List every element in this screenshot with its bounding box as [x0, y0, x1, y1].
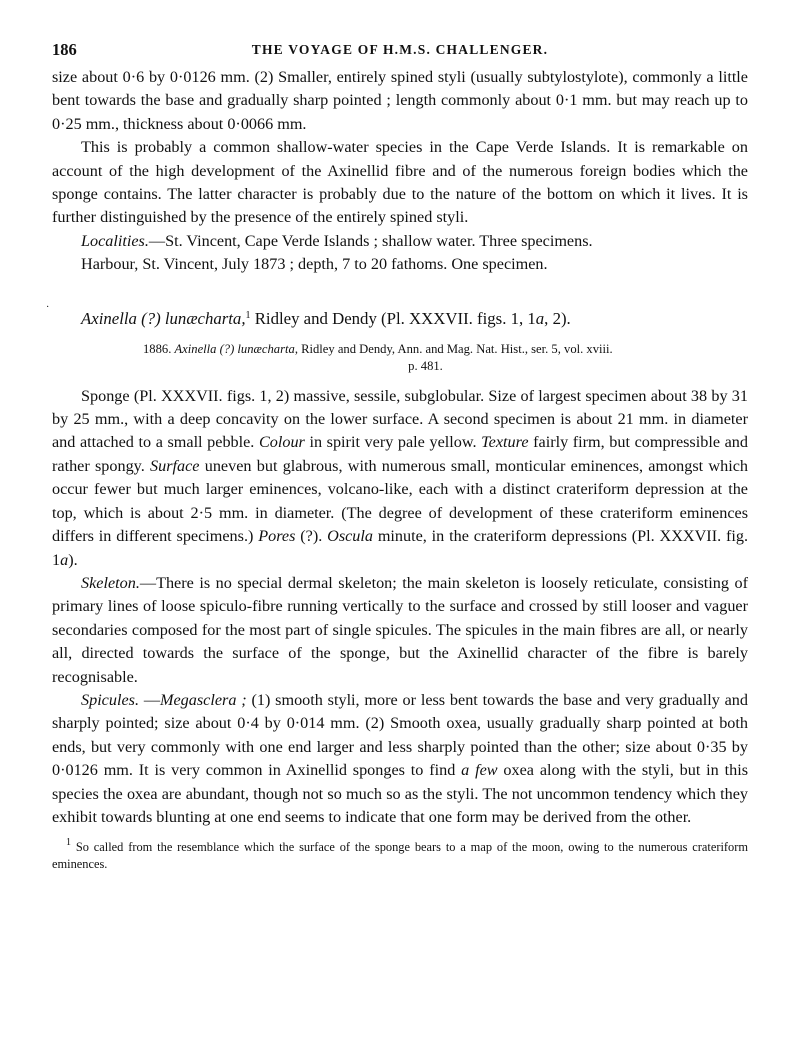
sponge-text-6: minute, in the crateriform depressions (Pl. XXXVII. fig. 1: [52, 527, 749, 569]
paragraph-spicules: [52, 689, 748, 829]
species-fig-a: a: [535, 308, 545, 328]
paragraph-remarks: This is probably a common shallow-water species in the Cape Verde Islands. It is remarkable on account of the high development of the Axinellid fibre and of the numerous foreign bodies which the sponge contains. The latter character is probably due to the nature of the bottom on which it lives. It is further distinguished by the presence of the entirely spined styli.: [52, 138, 748, 227]
sponge-text-1: Sponge (Pl. XXXVII. figs. 1, 2) massive, sessile, subglobular. Size of largest specimen about 38 by 31 by 25 mm., with a deep concavity on the lower surface. A second specimen is about 21 mm. in diameter and attached to a small pebble.: [52, 386, 748, 452]
species-authority: Ridley and Dendy (Pl. XXXVII. figs. 1, 1: [250, 308, 536, 328]
texture-label: Texture: [481, 433, 529, 452]
harbour-line: Harbour, St. Vincent, July 1873 ; depth, 7 to 20 fathoms. One specimen.: [81, 255, 548, 274]
page-number: 186: [52, 40, 77, 59]
surface-label: Surface: [150, 456, 200, 475]
sponge-text-5: (?).: [295, 527, 328, 546]
species-heading: [52, 307, 748, 331]
sponge-text-4: uneven but glabrous, with numerous small, monticular eminences, amongst which occur fewer but much larger eminences, volcano-like, each with a distinct crateriform depression at the top, which is about 2·5 mm. in diameter. (The degree of development of these crateriform eminences differs in different specimens.): [52, 456, 748, 546]
reference-name: Axinella (?) lunæcharta: [174, 341, 295, 356]
reference-year: 1886.: [143, 341, 175, 356]
reference-page: p. 481.: [408, 358, 443, 373]
oscula-label: Oscula: [327, 527, 373, 546]
colour-label: Colour: [258, 433, 305, 452]
pores-label: Pores: [258, 527, 296, 546]
page-header: [52, 40, 748, 66]
spicules-few: a few: [461, 761, 498, 780]
footnote-text: So called from the resemblance which the surface of the sponge bears to a map of the moon, owing to the numerous crateriform eminences.: [52, 840, 748, 872]
skeleton-label: Skeleton.: [81, 573, 140, 592]
megasclera-label: Megasclera ;: [160, 690, 247, 709]
page: [52, 40, 748, 873]
localities-text: —St. Vincent, Cape Verde Islands ; shallow water. Three specimens.: [148, 231, 593, 250]
stray-mark: ·: [46, 302, 50, 313]
sponge-fig-a: a: [60, 550, 69, 569]
sponge-text-3: fairly firm, but compressible and rather spongy.: [52, 433, 748, 475]
reference-text: , Ridley and Dendy, Ann. and Mag. Nat. Hist., ser. 5, vol. xviii.: [294, 341, 613, 356]
localities-line: [52, 230, 748, 253]
species-authority-end: , 2).: [544, 308, 571, 328]
paragraph-continued: size about 0·6 by 0·0126 mm. (2) Smaller, entirely spined styli (usually subtylostylote), commonly a little bent towards the base and gradually sharp pointed ; length commonly about 0·1 mm. but may reach up to 0·25 mm., thickness about 0·0066 mm.: [52, 68, 748, 133]
spicules-label: Spicules.: [81, 690, 139, 709]
footnote: [52, 839, 748, 873]
spicules-text-1: (1) smooth styli, more or less bent towards the base and very gradually and sharply pointed; size about 0·4 by 0·014 mm. (2) Smooth oxea, usually gradually sharp pointed at both ends, but very commonly with one end larger and less sharply pointed than the other; size about 0·35 by 0·0126 mm. It is very common in Axinellid sponges to find: [52, 690, 748, 780]
skeleton-text: —There is no special dermal skeleton; the main skeleton is loosely reticulate, consisting of primary lines of loose spiculo-fibre running vertically to the surface and crossed by still looser and vaguer secondaries composed for the most part of single spicules. The spicules in the main fibres are all, or nearly all, directed towards the surface of the sponge, but the Axinellid character of the fibre is barely recognisable.: [52, 573, 748, 686]
reference: [52, 341, 748, 375]
spicules-dash: —: [139, 690, 161, 709]
footnote-number: 1: [66, 837, 71, 849]
localities-label: Localities.: [81, 231, 149, 250]
paragraph-skeleton: [52, 572, 748, 689]
paragraph-sponge: [52, 385, 748, 572]
sponge-text-2: in spirit very pale yellow.: [304, 433, 482, 452]
spicules-text-2: oxea along with the styli, but in this species the oxea are abundant, though not so much so as the styli. The not uncommon tendency which they exhibit towards blunting at one end seems to indicate that one form may be derived from the other.: [52, 761, 749, 826]
running-title: THE VOYAGE OF H.M.S. CHALLENGER.: [251, 42, 549, 57]
sponge-text-end: ).: [68, 550, 78, 569]
species-name: Axinella (?) lunæcharta,: [81, 308, 246, 328]
footnote-mark: 1: [245, 309, 251, 321]
